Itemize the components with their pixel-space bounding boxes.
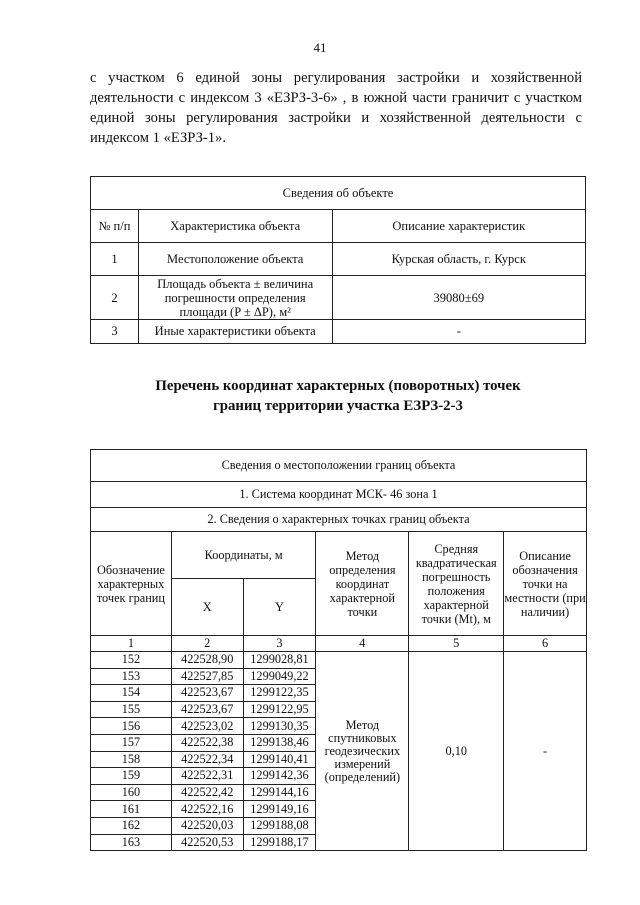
point-x: 422522,42: [171, 784, 243, 801]
point-id: 155: [91, 701, 172, 718]
row-number: 2: [91, 276, 139, 320]
point-id: 152: [91, 652, 172, 669]
point-y: 1299028,81: [243, 652, 316, 669]
column-header-description: Описание характеристик: [332, 210, 585, 243]
point-x: 422522,38: [171, 734, 243, 751]
point-id: 160: [91, 784, 172, 801]
object-table-title: Сведения об объекте: [91, 177, 586, 210]
row-characteristic: Площадь объекта ± величина погрешности определения площади (P ± ΔP), м²: [138, 276, 332, 320]
column-header-description: Описание обозначения точки на местности (при наличии): [504, 532, 587, 636]
coords-table-title: Сведения о местоположении границ объекта: [91, 450, 587, 482]
point-y: 1299138,46: [243, 734, 316, 751]
point-x: 422522,34: [171, 751, 243, 768]
table-row: [91, 243, 586, 276]
point-y: 1299049,22: [243, 668, 316, 685]
point-y: 1299188,17: [243, 834, 316, 851]
table-row: [91, 652, 587, 669]
coordinate-system: 1. Система координат МСК- 46 зона 1: [91, 482, 587, 508]
point-x: 422528,90: [171, 652, 243, 669]
row-number: 3: [91, 320, 139, 344]
section-title: 2. Сведения о характерных точках границ объекта: [91, 508, 587, 532]
column-number: 6: [504, 636, 587, 652]
page-number: 41: [313, 40, 327, 55]
column-header-number: № п/п: [91, 210, 139, 243]
row-value: 39080±69: [332, 276, 585, 320]
coordinates-heading: [90, 376, 586, 416]
point-x: 422523,67: [171, 685, 243, 702]
point-x: 422523,67: [171, 701, 243, 718]
method-value: Метод спутниковых геодезических измерений (определений): [316, 652, 409, 851]
coordinates-table: [90, 449, 587, 851]
point-id: 158: [91, 751, 172, 768]
column-number: 1: [91, 636, 172, 652]
object-info-table: [90, 176, 586, 344]
row-characteristic: Иные характеристики объекта: [138, 320, 332, 344]
column-number: 4: [316, 636, 409, 652]
point-y: 1299142,36: [243, 768, 316, 785]
point-id: 157: [91, 734, 172, 751]
column-header-x: X: [171, 579, 243, 636]
point-x: 422522,16: [171, 801, 243, 818]
point-id: 163: [91, 834, 172, 851]
point-y: 1299122,95: [243, 701, 316, 718]
point-id: 159: [91, 768, 172, 785]
description-value: -: [504, 652, 587, 851]
point-id: 154: [91, 685, 172, 702]
heading-line-1: Перечень координат характерных (поворотных) точек: [155, 378, 521, 394]
error-value: 0,10: [409, 652, 504, 851]
point-y: 1299130,35: [243, 718, 316, 735]
point-x: 422520,53: [171, 834, 243, 851]
column-number: 3: [243, 636, 316, 652]
point-x: 422520,03: [171, 817, 243, 834]
point-x: 422523,02: [171, 718, 243, 735]
column-header-point: Обозначение характерных точек границ: [91, 532, 172, 636]
row-value: -: [332, 320, 585, 344]
point-x: 422522,31: [171, 768, 243, 785]
point-y: 1299140,41: [243, 751, 316, 768]
intro-text: с участком 6 единой зоны регулирования застройки и хозяйственной деятельности с индексом 3 «ЕЗРЗ-3-6» , в южной части граничит с участком единой зоны регулирования застройки и хозяйственной деятельности с индексом 1 «ЕЗРЗ-1».: [90, 70, 582, 146]
table-row: [91, 276, 586, 320]
column-header-characteristic: Характеристика объекта: [138, 210, 332, 243]
row-number: 1: [91, 243, 139, 276]
column-header-y: Y: [243, 579, 316, 636]
column-header-error: Средняя квадратическая погрешность положения характерной точки (Mt), м: [409, 532, 504, 636]
point-y: 1299149,16: [243, 801, 316, 818]
row-characteristic: Местоположение объекта: [138, 243, 332, 276]
point-id: 156: [91, 718, 172, 735]
column-header-method: Метод определения координат характерной точки: [316, 532, 409, 636]
column-number: 5: [409, 636, 504, 652]
column-number: 2: [171, 636, 243, 652]
table-row: [91, 320, 586, 344]
intro-paragraph: [90, 68, 582, 148]
point-y: 1299188,08: [243, 817, 316, 834]
point-x: 422527,85: [171, 668, 243, 685]
heading-line-2: границ территории участка ЕЗРЗ-2-3: [213, 398, 463, 414]
point-id: 153: [91, 668, 172, 685]
column-header-coordinates: Координаты, м: [171, 532, 316, 579]
point-id: 162: [91, 817, 172, 834]
row-value: Курская область, г. Курск: [332, 243, 585, 276]
point-y: 1299144,16: [243, 784, 316, 801]
point-y: 1299122,35: [243, 685, 316, 702]
point-id: 161: [91, 801, 172, 818]
